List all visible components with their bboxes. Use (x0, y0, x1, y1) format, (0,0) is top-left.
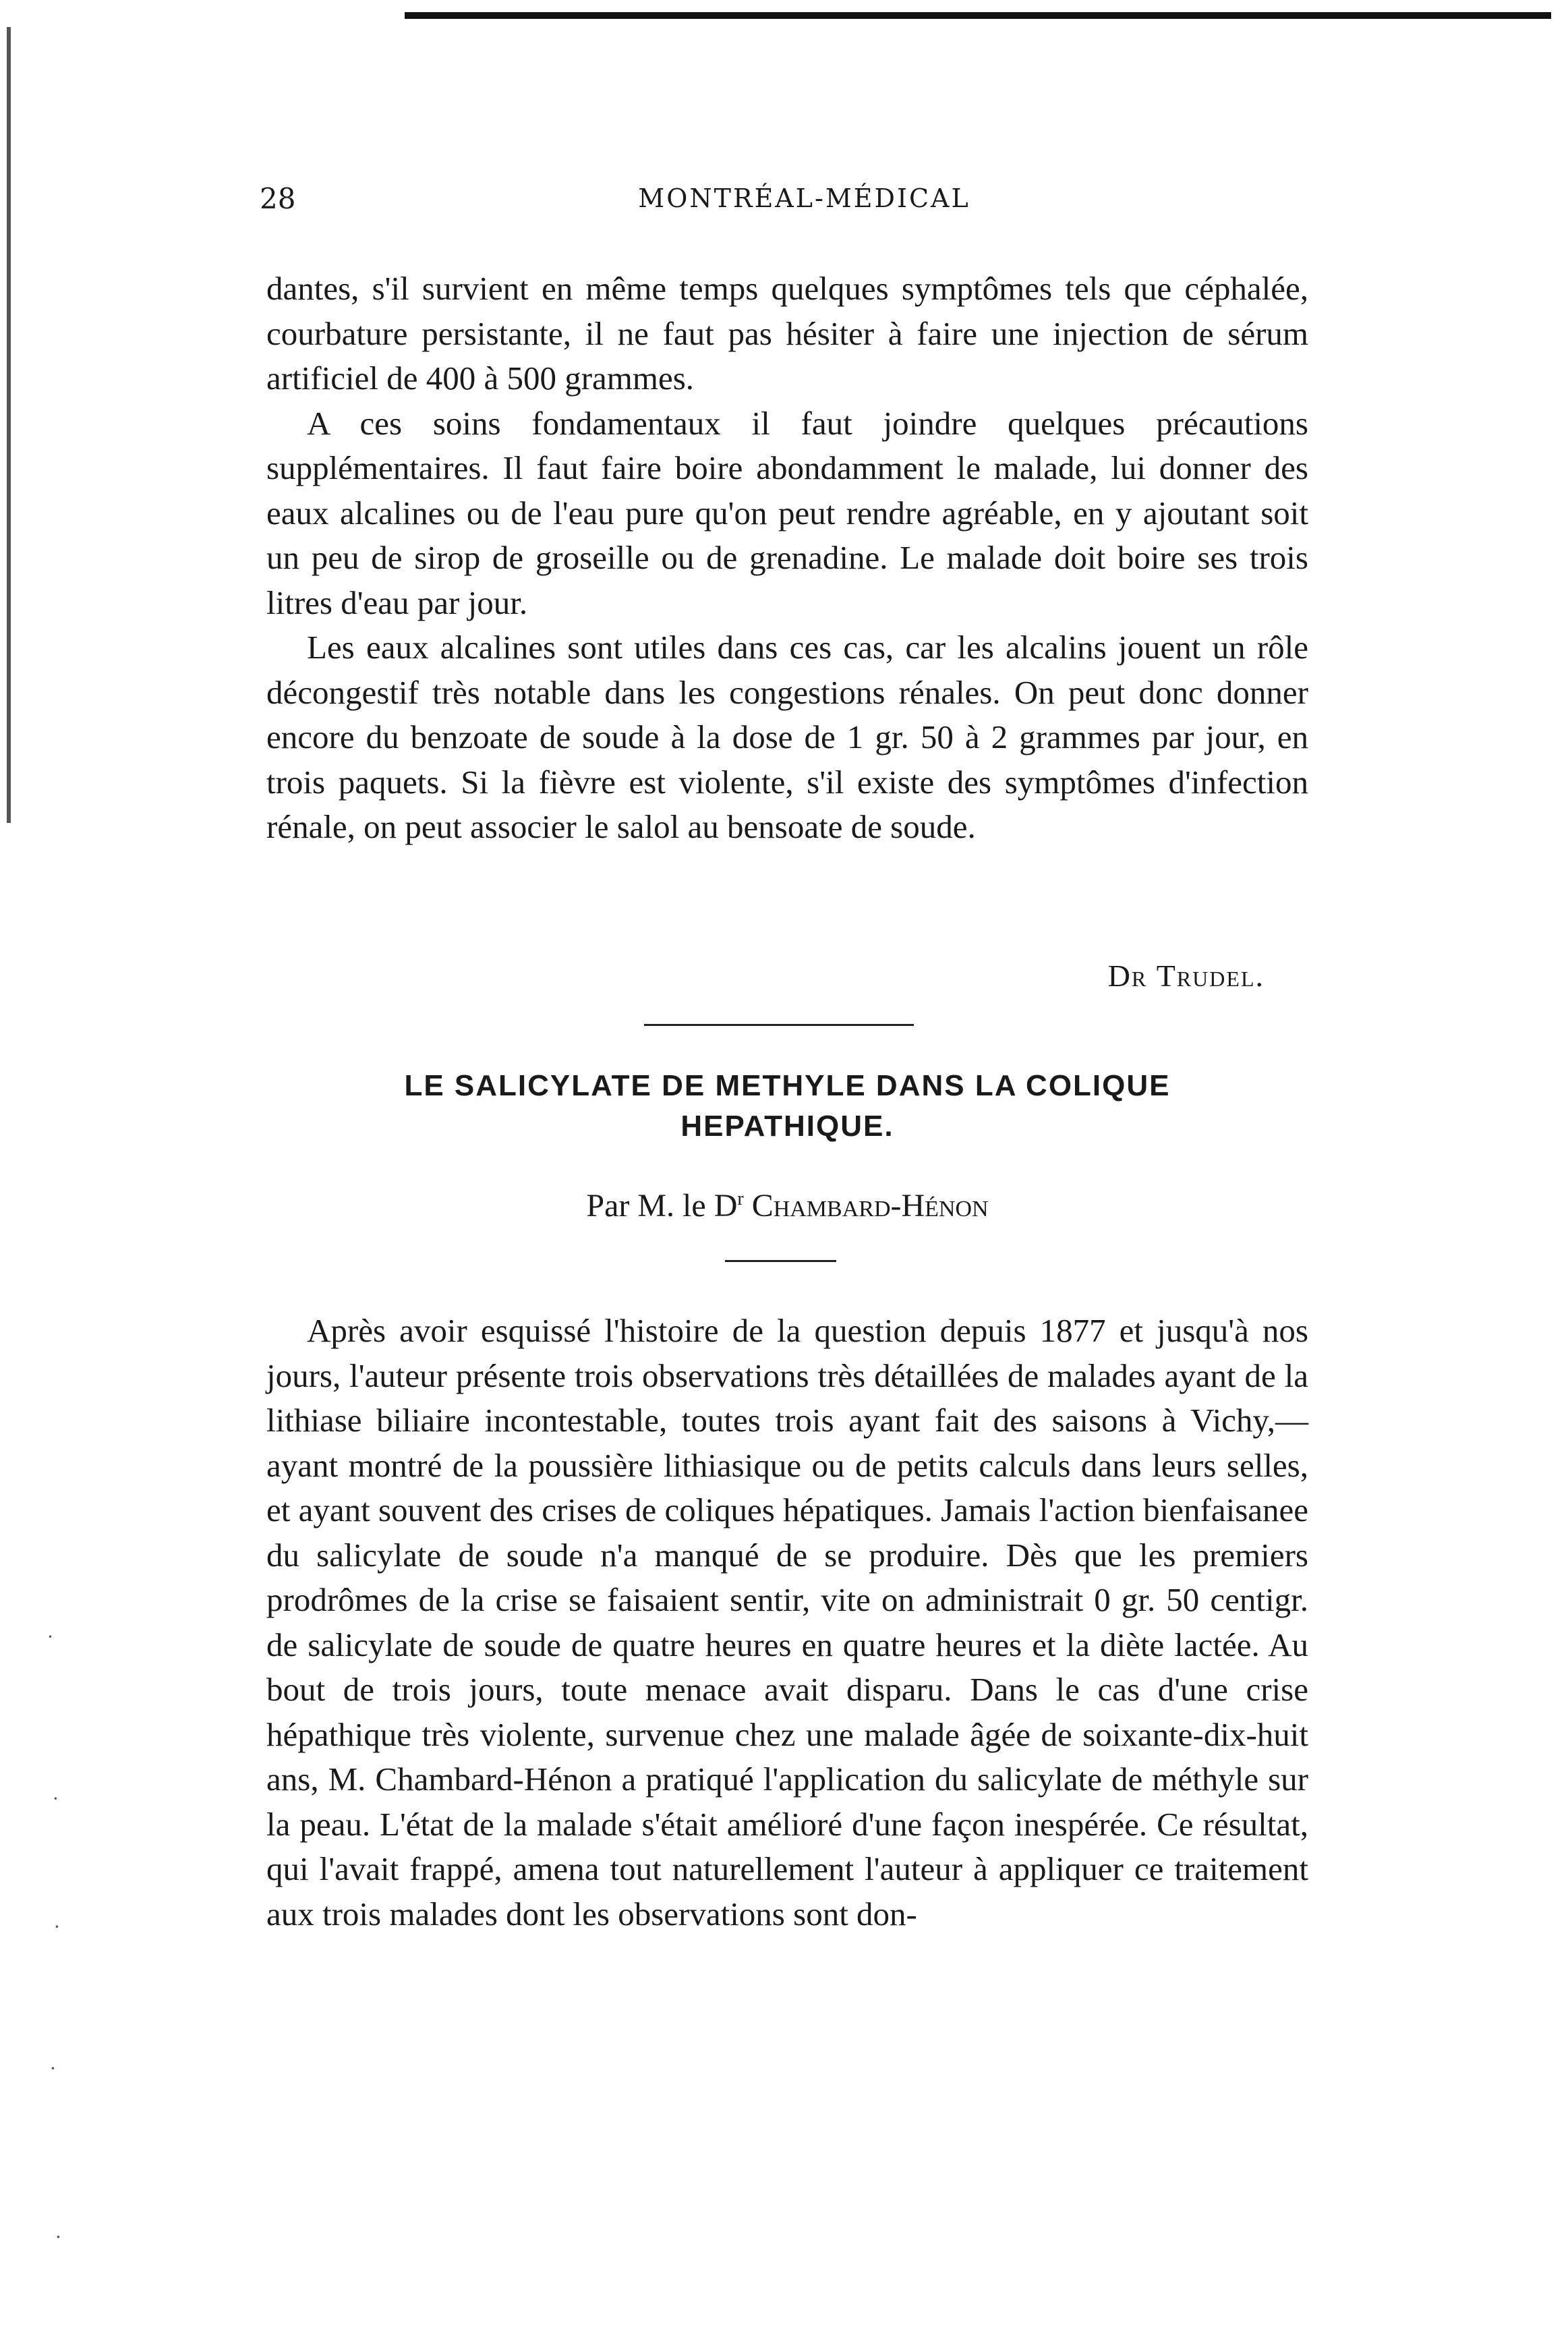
scan-edge-bar (405, 12, 1551, 19)
margin-speck: · (53, 1787, 59, 1810)
signature-prefix: Dr (1107, 959, 1148, 993)
byline-author: Chambard-Hénon (751, 1188, 989, 1224)
byline-divider (725, 1260, 836, 1262)
section-divider (644, 1024, 914, 1026)
margin-speck: · (50, 2057, 56, 2080)
article-body (266, 1309, 1308, 1937)
paragraph: Les eaux alcalines sont utiles dans ces cas, car les alcalins jouent un rôle décongestif très notable dans les congestions rénales. On peut donc donner encore du benzoate de soude à la dose de 1 gr. 50 à 2 grammes par jour, en trois paquets. Si la fièvre est violente, s'il existe des symptômes d'infection rénale, on peut associer le salol au bensoate de soude. (266, 629, 1308, 845)
byline-prefix: Par M. le D (586, 1188, 738, 1224)
margin-speck: · (47, 1626, 53, 1648)
section-body (266, 266, 1308, 850)
scan-left-edge (7, 27, 11, 823)
byline-superscript: r (737, 1189, 744, 1209)
paragraph: Après avoir esquissé l'histoire de la question depuis 1877 et jusqu'à nos jours, l'auteur présente trois observations très détaillées de malades ayant de la lithiase biliaire incontestable, toutes trois ayant fait des saisons à Vichy,—ayant montré de la poussière lithiasique ou de petits calculs dans leurs selles, et ayant souvent des crises de coliques hépatiques. Jamais l'action bienfaisanee du salicylate de soude n'a manqué de se produire. Dès que les premiers prodrômes de la crise se faisaient sentir, vite on administrait 0 gr. 50 centigr. de salicylate de soude de quatre heures en quatre heures et la diète lactée. Au bout de trois jours, toute menace avait disparu. Dans le cas d'une crise hépathique très violente, survenue chez une malade âgée de soixante-dix-huit ans, M. Chambard-Hénon a pratiqué l'application du salicylate de méthyle sur la peau. L'état de la malade s'était amélioré d'une façon inespérée. Ce résultat, qui l'avait frappé, amena tout naturellement l'auteur à appliquer ce traitement aux trois malades dont les observations sont don- (266, 1312, 1309, 1933)
margin-speck: · (54, 1916, 60, 1938)
article-title (266, 1066, 1308, 1147)
margin-speck: · (55, 2226, 61, 2248)
page-number: 28 (260, 182, 296, 215)
running-head: MONTRÉAL-MÉDICAL (638, 183, 970, 213)
article-title-line: LE SALICYLATE DE METHYLE DANS LA COLIQUE (404, 1069, 1171, 1102)
author-signature (1108, 958, 1265, 994)
paragraph: A ces soins fondamentaux il faut joindre quelques précautions supplémentaires. Il faut faire boire abondamment le malade, lui donner des eaux alcalines ou de l'eau pure qu'on peut rendre agréable, en y ajoutant soit un peu de sirop de groseille ou de grenadine. Le malade doit boire ses trois litres d'eau par jour. (266, 404, 1308, 621)
article-title-line: HEPATHIQUE. (680, 1110, 894, 1143)
paragraph: dantes, s'il survient en même temps quelques symptômes tels que céphalée, courbature persistante, il ne faut pas hésiter à faire une injection de sérum artificiel de 400 à 500 grammes. (266, 270, 1308, 397)
signature-name: Trudel. (1156, 959, 1265, 993)
article-byline (266, 1187, 1308, 1224)
